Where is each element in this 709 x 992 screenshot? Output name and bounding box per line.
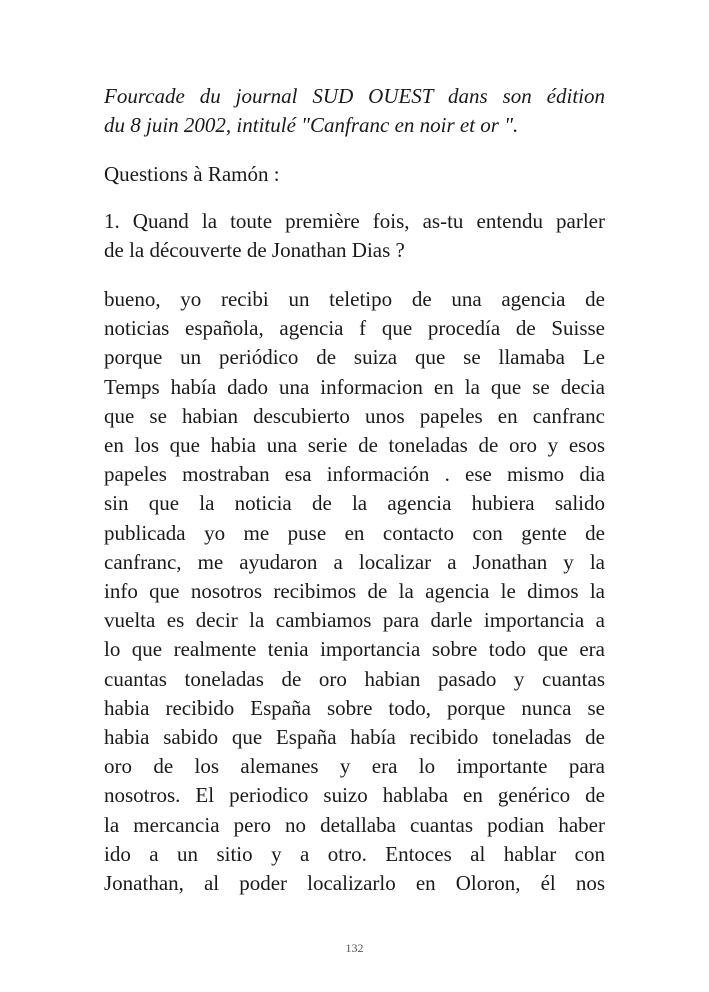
answer-line: cuantas toneladas de oro habian pasado y cuantas (104, 666, 605, 691)
answer-line: en los que habia una serie de toneladas de oro y esos (104, 433, 605, 458)
answer-line: info que nosotros recibimos de la agencia le dimos la (104, 579, 605, 604)
questions-heading: Questions à Ramón : (104, 162, 280, 186)
answer-line: Temps había dado una informacion en la que se decia (104, 374, 605, 399)
answer-line: oro de los alemanes y era lo importante para (104, 754, 605, 779)
answer-line: publicada yo me puse en contacto con gente de (104, 520, 605, 545)
document-page (104, 82, 605, 898)
answer-line: la mercancia pero no detallaba cuantas podian haber (104, 812, 605, 837)
answer-line: bueno, yo recibi un teletipo de una agencia de (104, 287, 605, 311)
question-line: de la découverte de Jonathan Dias ? (104, 238, 405, 262)
answer-line: porque un periódico de suiza que se llamaba Le (104, 345, 605, 370)
answer-line: nosotros. El periodico suizo hablaba en genérico de (104, 783, 605, 808)
intro-line: du 8 juin 2002, intitulé "Canfranc en noir et or ". (104, 113, 519, 137)
answer-line: noticias española, agencia f que procedía de Suisse (104, 316, 605, 341)
answer-line: vuelta es decir la cambiamos para darle importancia a (104, 608, 605, 633)
answer-paragraph (104, 285, 605, 898)
answer-line: habia recibido España sobre todo, porque nunca se (104, 695, 605, 720)
intro-line: Fourcade du journal SUD OUEST dans son édition (104, 84, 605, 108)
answer-line: habia sabido que España había recibido toneladas de (104, 725, 605, 750)
answer-line: lo que realmente tenia importancia sobre todo que era (104, 637, 605, 662)
question-line: 1. Quand la toute première fois, as-tu entendu parler (104, 209, 605, 233)
intro-paragraph (104, 82, 605, 140)
answer-line: que se habian descubierto unos papeles en canfranc (104, 403, 605, 428)
answer-line: papeles mostraban esa información . ese mismo dia (104, 462, 605, 487)
page-number: 132 (345, 941, 364, 955)
answer-line: Jonathan, al poder localizarlo en Oloron, él nos (104, 871, 605, 896)
question-paragraph (104, 207, 605, 265)
answer-line: sin que la noticia de la agencia hubiera salido (104, 491, 605, 516)
answer-line: canfranc, me ayudaron a localizar a Jonathan y la (104, 549, 605, 574)
answer-line: ido a un sitio y a otro. Entoces al hablar con (104, 841, 605, 866)
